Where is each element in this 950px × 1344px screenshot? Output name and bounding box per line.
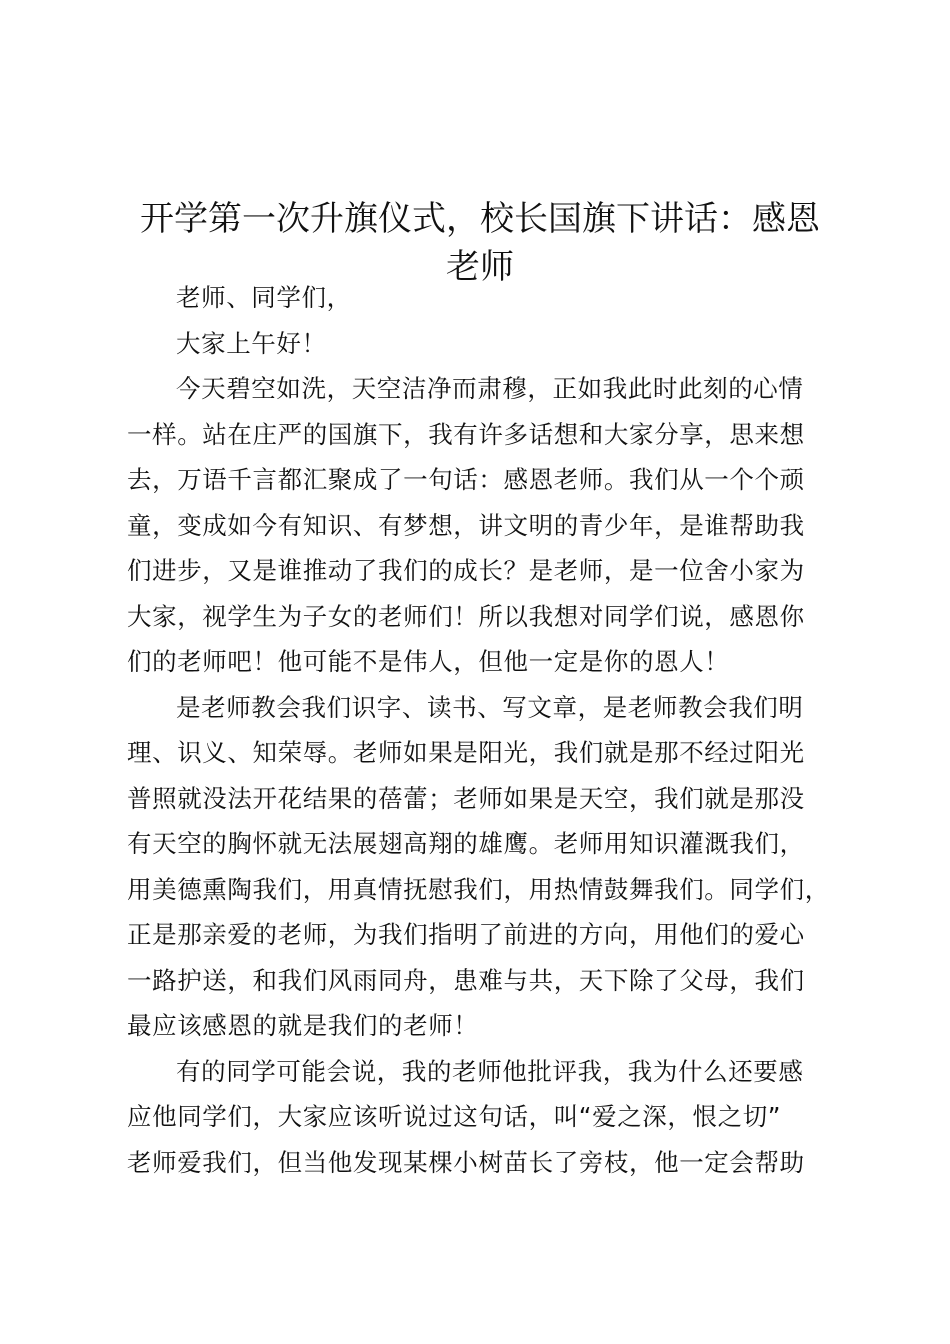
- text-line: 一路护送，和我们风雨同舟，患难与共，天下除了父母，我们: [127, 965, 805, 995]
- text-line: 一样。站在庄严的国旗下，我有许多话想和大家分享，思来想: [127, 419, 805, 449]
- text-line: 有天空的胸怀就无法展翅高翔的雄鹰。老师用知识灌溉我们，: [127, 829, 805, 858]
- text-line: 最应该感恩的就是我们的老师！: [127, 1011, 479, 1040]
- text-line: 们的老师吧！他可能不是伟人，但他一定是你的恩人！: [127, 647, 730, 676]
- text-line: 应他同学们，大家应该听说过这句话，叫“爱之深，恨之切”: [127, 1102, 782, 1131]
- title-line-1: 开学第一次升旗仪式，校长国旗下讲话：感恩: [140, 198, 820, 239]
- text-line: 大家上午好！: [176, 328, 327, 358]
- text-line: 老师、同学们，: [176, 283, 352, 312]
- text-line: 是老师教会我们识字、读书、写文章，是老师教会我们明: [176, 692, 804, 722]
- title-line-2: 老师: [446, 246, 514, 287]
- document-body: [127, 275, 837, 1185]
- text-line: 老师爱我们，但当他发现某棵小树苗长了旁枝，他一定会帮助: [127, 1147, 805, 1177]
- text-line: 用美德熏陶我们，用真情抚慰我们，用热情鼓舞我们。同学们，: [127, 874, 830, 904]
- text-line: 去，万语千言都汇聚成了一句话：感恩老师。我们从一个个顽: [127, 465, 805, 494]
- text-line: 有的同学可能会说，我的老师他批评我，我为什么还要感: [176, 1056, 804, 1086]
- text-line: 正是那亲爱的老师，为我们指明了前进的方向，用他们的爱心: [127, 920, 805, 949]
- text-line: 普照就没法开花结果的蓓蕾；老师如果是天空，我们就是那没: [127, 783, 805, 813]
- text-line: 们进步，又是谁推动了我们的成长？是老师，是一位舍小家为: [127, 556, 805, 585]
- text-line: 今天碧空如洗，天空洁净而肃穆，正如我此时此刻的心情: [176, 374, 804, 403]
- text-line: 理、识义、知荣辱。老师如果是阳光，我们就是那不经过阳光: [127, 738, 805, 767]
- text-line: 大家，视学生为子女的老师们！所以我想对同学们说，感恩你: [127, 601, 805, 631]
- text-line: 童，变成如今有知识、有梦想，讲文明的青少年，是谁帮助我: [127, 510, 805, 540]
